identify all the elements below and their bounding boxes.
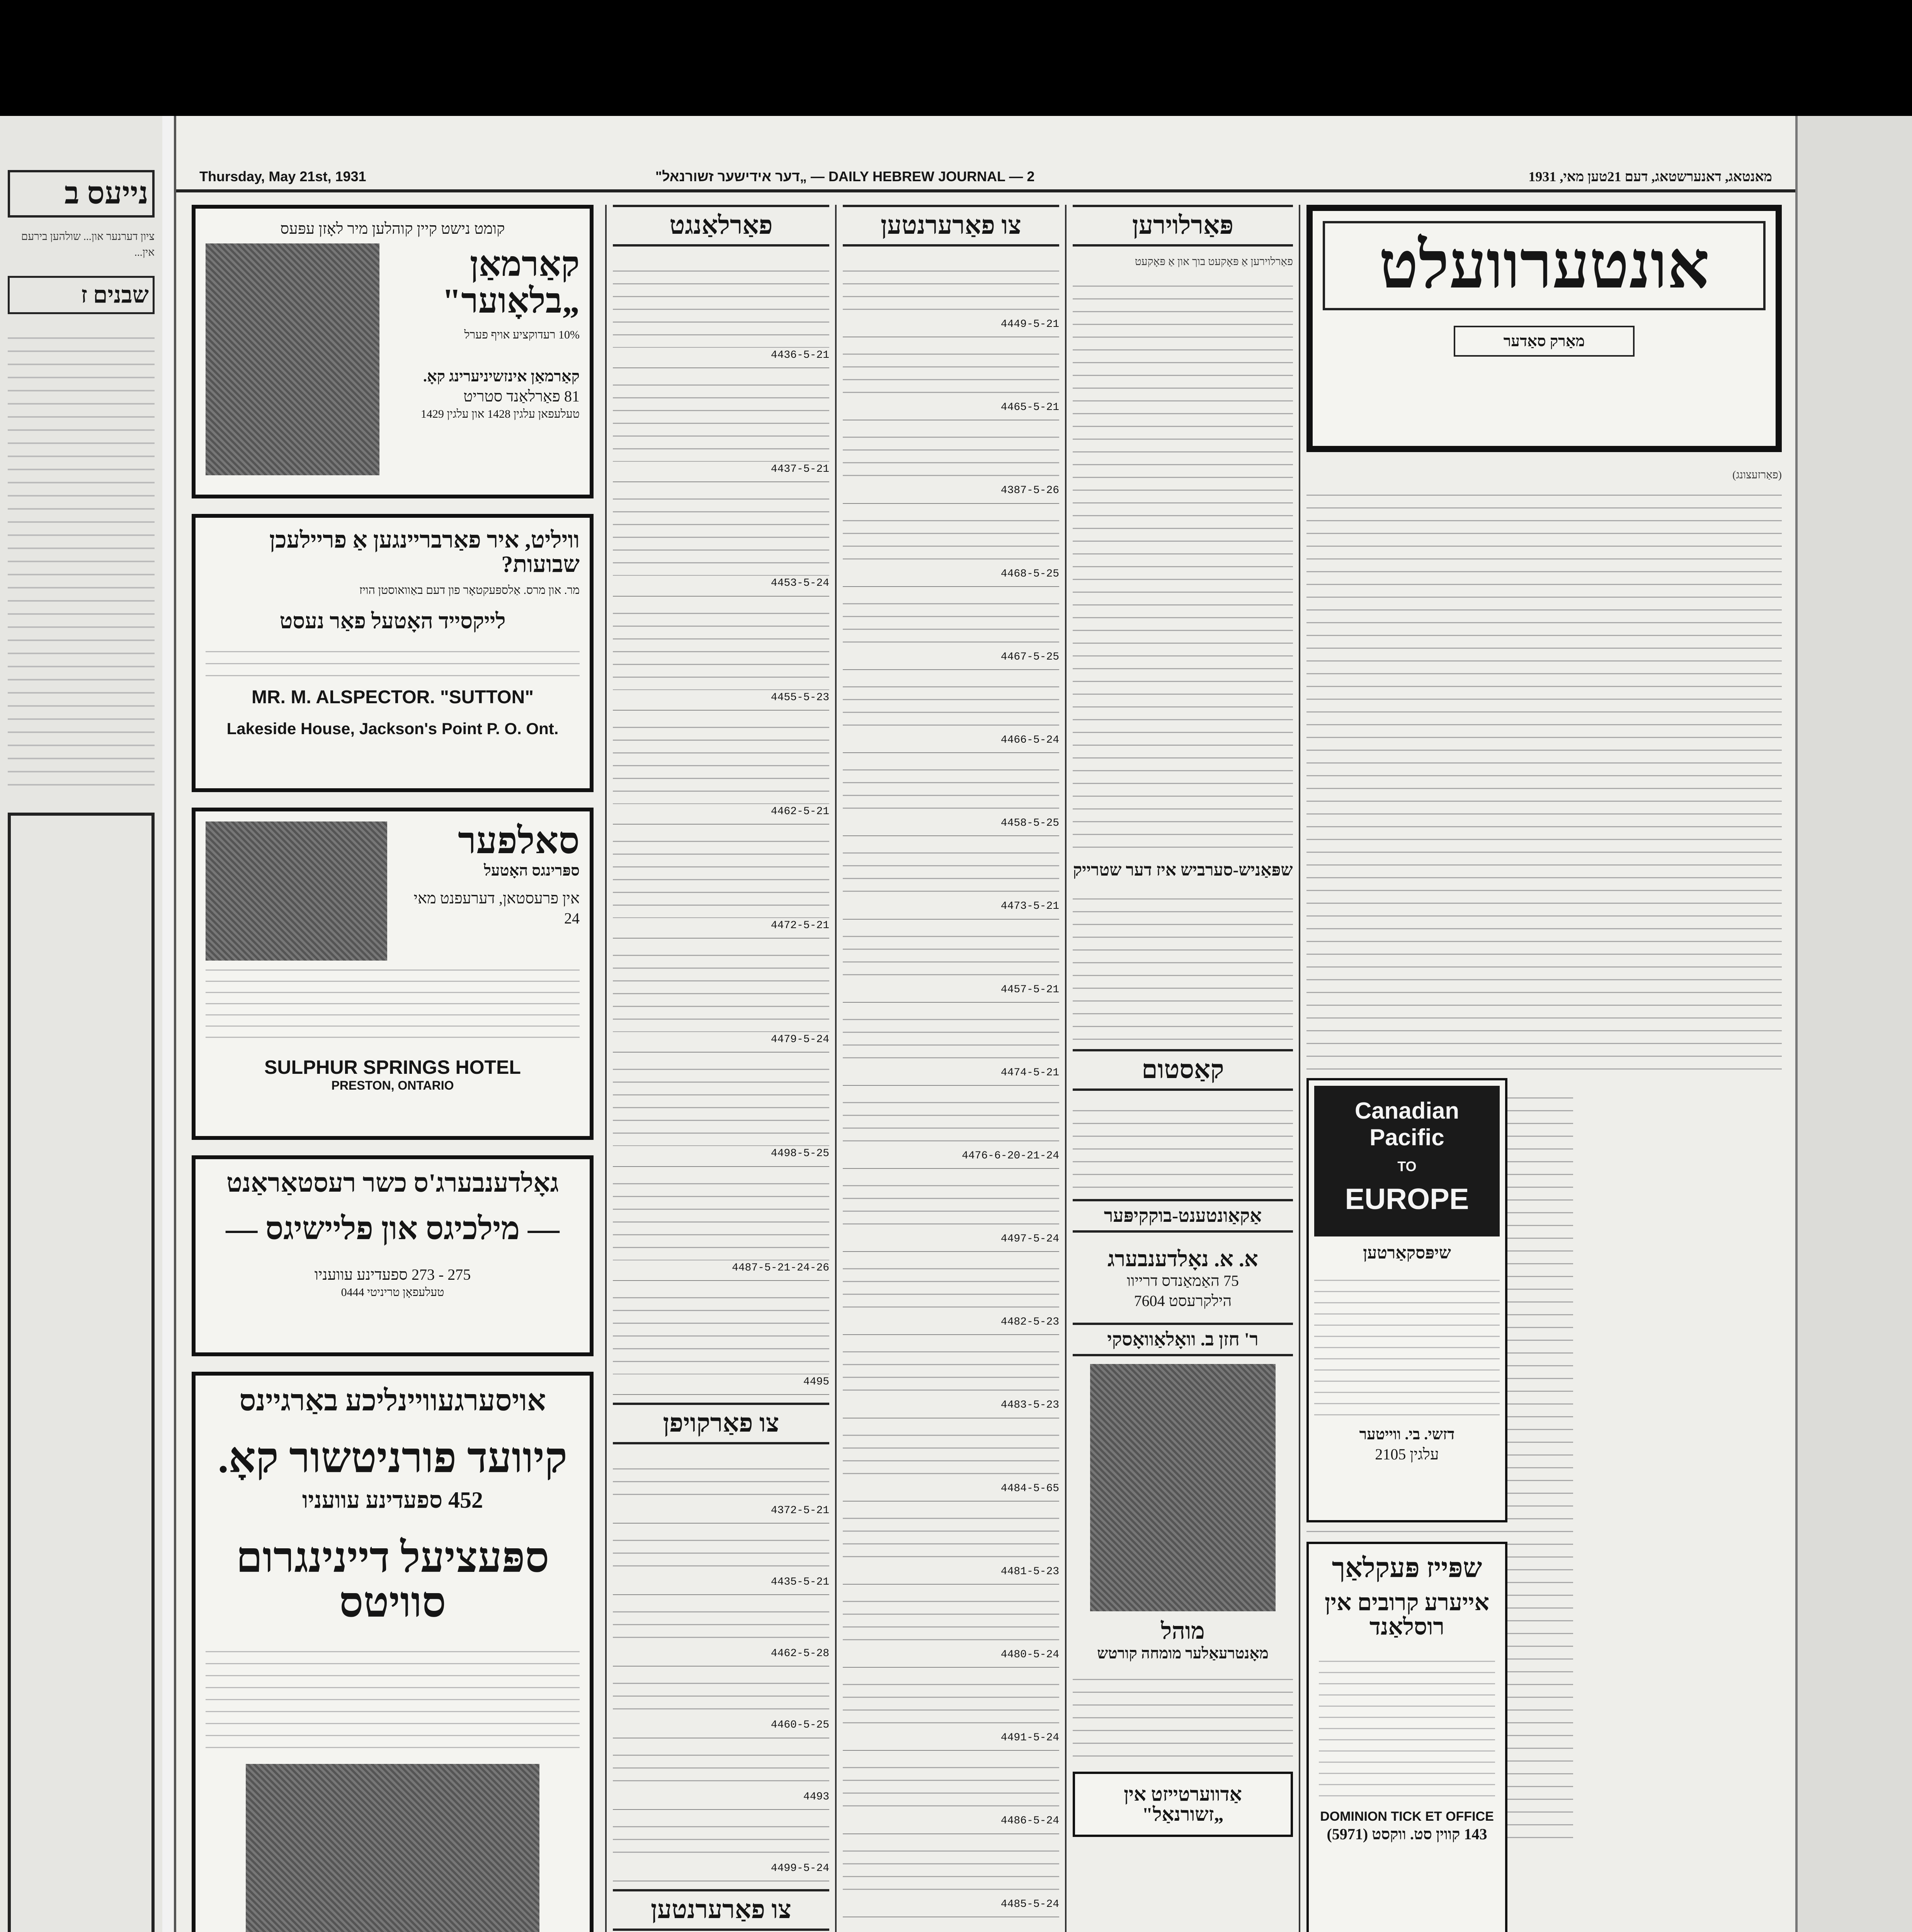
listing-code: 4462-5-28 bbox=[771, 1648, 829, 1660]
mohel-label: מוהל bbox=[1161, 1618, 1205, 1644]
column-rule bbox=[1065, 205, 1067, 1932]
left-page-empty-box bbox=[8, 813, 155, 1932]
underworld-box bbox=[1306, 205, 1782, 452]
classified-listing bbox=[843, 1668, 1059, 1751]
listing-text bbox=[613, 601, 829, 690]
accounting-title: אַקאַונטענט-בוקקיפּער bbox=[1073, 1199, 1293, 1233]
scan-top-border bbox=[0, 0, 1912, 116]
underworld-subtitle: מאַרק סאַדער bbox=[1454, 326, 1635, 357]
accounting-name: א. א. נאָלדענבערג bbox=[1107, 1247, 1258, 1271]
cp-phone: עלגין 2105 bbox=[1375, 1446, 1439, 1463]
listing-code: 4435-5-21 bbox=[771, 1576, 829, 1588]
header-date-yiddish: מאנטאג, דאנערשטאג, דעם 21טען מאי, 1931 bbox=[1528, 169, 1772, 184]
listing-code: 4482-5-23 bbox=[1000, 1316, 1059, 1328]
cp-banner bbox=[1314, 1086, 1500, 1236]
furniture-special: ספּעציעל דיינינגרום סוויטס bbox=[236, 1534, 549, 1626]
advertise-text: אַדווערטייזט אין „זשורנאַל" bbox=[1124, 1783, 1242, 1825]
furniture-filler bbox=[206, 1640, 580, 1756]
for-sale-listings bbox=[613, 1452, 829, 1881]
listing-code: 4481-5-23 bbox=[1000, 1565, 1059, 1578]
left-page-title: נייעס ב bbox=[8, 170, 155, 218]
listing-text bbox=[613, 1815, 829, 1861]
classified-listing bbox=[613, 711, 829, 825]
listing-text bbox=[843, 1755, 1059, 1813]
classified-listing bbox=[613, 825, 829, 939]
listing-code: 4457-5-21 bbox=[1000, 983, 1059, 996]
listing-code: 4462-5-21 bbox=[771, 805, 829, 818]
header-date-english: Thursday, May 21st, 1931 bbox=[199, 168, 366, 184]
classified-listing bbox=[843, 1252, 1059, 1335]
column-underworld bbox=[1306, 205, 1782, 1932]
carman-top: קומט נישט קיין קוהלען מיר לאָזן עפּעס bbox=[280, 220, 505, 237]
furniture-company: קיוועד פורניטשור קאָ. bbox=[218, 1434, 568, 1481]
listing-code: 4458-5-25 bbox=[1000, 817, 1059, 830]
listing-text bbox=[613, 1172, 829, 1260]
goldenberg-title: גאָלדענבערג'ס כשר רעסטאַראַנט bbox=[226, 1168, 559, 1197]
listing-code: 4487-5-21-24-26 bbox=[731, 1262, 829, 1274]
column-wanted bbox=[613, 205, 829, 1932]
classified-listing bbox=[613, 939, 829, 1053]
food-parcels-title: שפּייז פּעקלאַך bbox=[1332, 1553, 1482, 1583]
listing-text bbox=[843, 1173, 1059, 1231]
listing-text bbox=[613, 1528, 829, 1575]
sulphur-place: PRESTON, ONTARIO bbox=[331, 1078, 454, 1092]
carman-address: 81 פאַרלאַנד סטריט bbox=[463, 387, 580, 405]
listing-code: 4436-5-21 bbox=[771, 349, 829, 361]
cp-to: TO bbox=[1397, 1158, 1417, 1174]
listing-code: 4437-5-21 bbox=[771, 463, 829, 476]
alspector-name: MR. M. ALSPECTOR. "SUTTON" bbox=[252, 687, 534, 708]
right-page-edge bbox=[1793, 116, 1912, 1932]
header-masthead: DAILY HEBREW JOURNAL — 2 — „דער אידישער זשורנאל" bbox=[655, 168, 1035, 184]
classified-listing bbox=[843, 1585, 1059, 1668]
mohel-filler bbox=[1073, 1667, 1293, 1760]
underworld-continued: (פאַרזעצונג) bbox=[1732, 469, 1782, 481]
listing-code: 4491-5-24 bbox=[1000, 1732, 1059, 1744]
wanted-listings bbox=[613, 254, 829, 1395]
listing-code: 4493 bbox=[803, 1791, 829, 1803]
listing-text bbox=[843, 1672, 1059, 1730]
listing-text bbox=[843, 1423, 1059, 1481]
for-rent-title-2: צו פאַרערנטען bbox=[613, 1889, 829, 1931]
classified-listing bbox=[843, 504, 1059, 587]
listing-code: 4486-5-24 bbox=[1000, 1815, 1059, 1827]
listing-code: 4499-5-24 bbox=[771, 1862, 829, 1874]
listing-text bbox=[843, 1257, 1059, 1315]
classified-listing bbox=[613, 1452, 829, 1524]
column-lost-and-services bbox=[1073, 205, 1293, 1932]
listing-text bbox=[843, 342, 1059, 400]
hotel-photo bbox=[206, 821, 387, 961]
classified-listing bbox=[843, 753, 1059, 836]
listing-text bbox=[613, 943, 829, 1032]
classified-listing bbox=[843, 337, 1059, 420]
sulphur-sub: ספּרינגס האָטעל bbox=[484, 861, 580, 879]
listing-text bbox=[613, 1057, 829, 1146]
classified-listing bbox=[843, 1003, 1059, 1086]
listing-text bbox=[613, 829, 829, 918]
listing-code: 4453-5-24 bbox=[771, 577, 829, 590]
goldenberg-sub: — מילכיגס און פליישיגס — bbox=[226, 1211, 560, 1247]
listing-code: 4497-5-24 bbox=[1000, 1233, 1059, 1245]
listing-code: 4485-5-24 bbox=[1000, 1898, 1059, 1910]
listing-code: 4465-5-21 bbox=[1000, 401, 1059, 414]
column-ads-left bbox=[192, 205, 594, 1932]
listing-text bbox=[613, 1671, 829, 1718]
column-rule bbox=[1299, 205, 1300, 1932]
sulphur-name: SULPHUR SPRINGS HOTEL bbox=[264, 1056, 521, 1078]
classified-listing bbox=[843, 587, 1059, 670]
listing-text bbox=[843, 1340, 1059, 1398]
alspector-text: מר. און מרס. אַלספּעקטאָר פון דעם באַוואוסטן הויז bbox=[359, 584, 580, 597]
listing-code: 4460-5-25 bbox=[771, 1719, 829, 1731]
listing-text bbox=[843, 675, 1059, 733]
carman-ad bbox=[192, 205, 594, 498]
canadian-pacific-ad bbox=[1306, 1078, 1507, 1522]
furniture-ad bbox=[192, 1372, 594, 1932]
furniture-address: 452 ספעדינע עוועניו bbox=[302, 1487, 483, 1513]
listing-text bbox=[613, 259, 829, 348]
listing-text bbox=[843, 1090, 1059, 1148]
dining-set-image bbox=[246, 1764, 539, 1932]
listing-text bbox=[843, 924, 1059, 982]
classified-listing bbox=[843, 1169, 1059, 1252]
listing-code: 4387-5-26 bbox=[1000, 485, 1059, 497]
cp-destination: EUROPE bbox=[1345, 1183, 1469, 1216]
listing-text bbox=[843, 259, 1059, 317]
listing-text bbox=[613, 1743, 829, 1789]
listing-code: 4480-5-24 bbox=[1000, 1649, 1059, 1661]
listing-text bbox=[843, 841, 1059, 899]
listing-text bbox=[843, 1922, 1059, 1932]
underworld-story-text bbox=[1306, 483, 1782, 1070]
wanted-title: פאַרלאַנגט bbox=[613, 205, 829, 247]
dominion-address: 143 קווין סט. ווקסט (5971) bbox=[1327, 1825, 1487, 1843]
listing-code: 4498-5-25 bbox=[771, 1148, 829, 1160]
alspector-place: Lakeside House, Jackson's Point P. O. Ont. bbox=[226, 719, 559, 738]
listing-code: 4449-5-21 bbox=[1000, 318, 1059, 330]
column-for-rent bbox=[843, 205, 1059, 1932]
alspector-filler bbox=[206, 640, 580, 679]
goldenberg-ad bbox=[192, 1155, 594, 1356]
food-parcels-filler bbox=[1319, 1651, 1495, 1798]
listing-code: 4479-5-24 bbox=[771, 1034, 829, 1046]
classified-listing bbox=[843, 670, 1059, 753]
listing-text bbox=[843, 509, 1059, 566]
food-parcels-ad bbox=[1306, 1542, 1507, 1932]
classified-listing bbox=[613, 597, 829, 711]
classified-listing bbox=[613, 1595, 829, 1667]
alspector-ad bbox=[192, 514, 594, 792]
classified-listing bbox=[843, 1418, 1059, 1502]
classified-listing bbox=[843, 1502, 1059, 1585]
sulphur-text: אין פרעסטאן, דערעפנט מאי 24 bbox=[413, 889, 580, 927]
dominion-ticket: DOMINION TICK ET OFFICE bbox=[1320, 1809, 1494, 1824]
column-rule bbox=[835, 205, 837, 1932]
mohel-portrait bbox=[1090, 1364, 1276, 1611]
classified-listing bbox=[613, 1738, 829, 1810]
classified-listing bbox=[613, 368, 829, 482]
page-header bbox=[176, 166, 1795, 192]
for-rent-listings bbox=[843, 254, 1059, 1932]
classified-listing bbox=[613, 1524, 829, 1595]
cp-agent: דזשי. בי. ווייטער bbox=[1359, 1425, 1455, 1443]
listing-text bbox=[613, 487, 829, 576]
listing-code: 4467-5-25 bbox=[1000, 651, 1059, 663]
listing-text bbox=[613, 1286, 829, 1374]
lost-filler bbox=[1073, 274, 1293, 854]
listing-code: 4484-5-65 bbox=[1000, 1482, 1059, 1495]
listing-code: 4466-5-24 bbox=[1000, 734, 1059, 746]
listing-code: 4483-5-23 bbox=[1000, 1399, 1059, 1412]
for-sale-title: צו פאַרקויפן bbox=[613, 1403, 829, 1444]
classified-listing bbox=[843, 254, 1059, 337]
for-rent-title: צו פאַרערנטען bbox=[843, 205, 1059, 247]
newspaper-page bbox=[174, 116, 1798, 1932]
sulphur-springs-ad bbox=[192, 808, 594, 1140]
carman-company: קאַרמאַן אינזשיניערינג קאָ. bbox=[423, 367, 580, 385]
costume-title: קאַסטום bbox=[1073, 1049, 1293, 1091]
classified-listing bbox=[843, 420, 1059, 503]
carman-phone: טעלעפאן עלגין 1428 און עלגין 1429 bbox=[420, 407, 580, 420]
classified-listing bbox=[613, 482, 829, 596]
listing-text bbox=[843, 1506, 1059, 1564]
underworld-title: אונטערוועלט bbox=[1323, 221, 1766, 310]
listing-text bbox=[613, 1600, 829, 1646]
strike-heading: שפּאַניש-סערביש איז דער שטרייק bbox=[1073, 860, 1293, 879]
classified-listing bbox=[613, 1167, 829, 1281]
goldenberg-address: 275 - 273 ספעדינע עוועניו bbox=[314, 1266, 471, 1284]
listing-text bbox=[843, 1589, 1059, 1647]
listing-text bbox=[613, 1457, 829, 1503]
listing-code: 4474-5-21 bbox=[1000, 1066, 1059, 1079]
mohel-title: ר' חזן ב. וואָלאַוואָסקי bbox=[1073, 1323, 1293, 1356]
listing-code: 4472-5-21 bbox=[771, 919, 829, 932]
sulphur-title: סאלפער bbox=[458, 820, 580, 861]
carman-note: 10% רעדוקציע אויף פערל bbox=[464, 328, 580, 341]
listing-text bbox=[843, 1839, 1059, 1897]
classified-listing bbox=[613, 1810, 829, 1881]
mohel-text: מאָנטרעאַלער מומחה קורטש bbox=[1097, 1644, 1269, 1662]
left-page-subtitle: שבנים ז bbox=[8, 276, 155, 314]
furniture-title: אויסערגעוויינליכע באַרגיינס bbox=[239, 1384, 546, 1417]
accounting-phone: הילקרעסט 7604 bbox=[1134, 1292, 1232, 1310]
goldenberg-phone: טעלעפאָן טריניטי 0444 bbox=[341, 1286, 444, 1299]
classified-listing bbox=[613, 1053, 829, 1167]
cp-tickets: שיפּסקאַרטען bbox=[1363, 1243, 1451, 1262]
listing-text bbox=[613, 715, 829, 804]
costume-filler bbox=[1073, 1099, 1293, 1191]
classified-listing bbox=[613, 1667, 829, 1738]
listing-code: 4468-5-25 bbox=[1000, 568, 1059, 580]
lost-title: פּאַרלוירען bbox=[1073, 205, 1293, 247]
listing-text bbox=[843, 425, 1059, 483]
advertise-box bbox=[1073, 1772, 1293, 1837]
left-page-text: ציון דערנער און... שולהען בירעם אין... bbox=[21, 231, 155, 259]
classified-listing bbox=[843, 836, 1059, 919]
cp-title: Canadian Pacific bbox=[1354, 1098, 1460, 1150]
listing-code: 4495 bbox=[803, 1376, 829, 1388]
listing-code: 4455-5-23 bbox=[771, 691, 829, 704]
listing-text bbox=[843, 758, 1059, 816]
alspector-hotel: לייקסייד האָטעל פאַר נעסט bbox=[279, 609, 506, 633]
accounting-address: 75 האַמאַנדס דרייוו bbox=[1126, 1272, 1239, 1289]
classified-listing bbox=[613, 254, 829, 368]
listing-text bbox=[843, 592, 1059, 650]
classified-listing bbox=[843, 1086, 1059, 1169]
left-page-filler bbox=[8, 326, 155, 789]
strike-filler bbox=[1073, 887, 1293, 1041]
cp-filler bbox=[1314, 1270, 1500, 1417]
classified-listing bbox=[843, 1917, 1059, 1932]
classified-listing bbox=[843, 1335, 1059, 1418]
lost-text: פאַרלוירען אַ פּאָקעט בוך און אַ פּאָקעט bbox=[1135, 256, 1293, 268]
carman-brand: קאַרמאַן „בלאָוער" bbox=[442, 245, 580, 320]
classified-listing bbox=[843, 1751, 1059, 1834]
column-rule bbox=[605, 205, 607, 1932]
listing-code: 4372-5-21 bbox=[771, 1504, 829, 1517]
listing-code: 4473-5-21 bbox=[1000, 900, 1059, 913]
classified-listing bbox=[613, 1281, 829, 1395]
listing-text bbox=[843, 1007, 1059, 1065]
classified-listing bbox=[843, 920, 1059, 1003]
left-page-fragment bbox=[0, 116, 162, 1932]
blower-image bbox=[206, 243, 379, 475]
sulphur-filler bbox=[206, 959, 580, 1044]
food-parcels-sub: אייערע קרובים אין רוסלאַנד bbox=[1325, 1589, 1489, 1639]
listing-code: 4476-6-20-21-24 bbox=[961, 1150, 1059, 1162]
alspector-title: וויליט, איר פאַרבריינגען אַ פריילעכן שבועות? bbox=[269, 527, 580, 577]
classified-listing bbox=[843, 1834, 1059, 1917]
listing-text bbox=[613, 373, 829, 462]
